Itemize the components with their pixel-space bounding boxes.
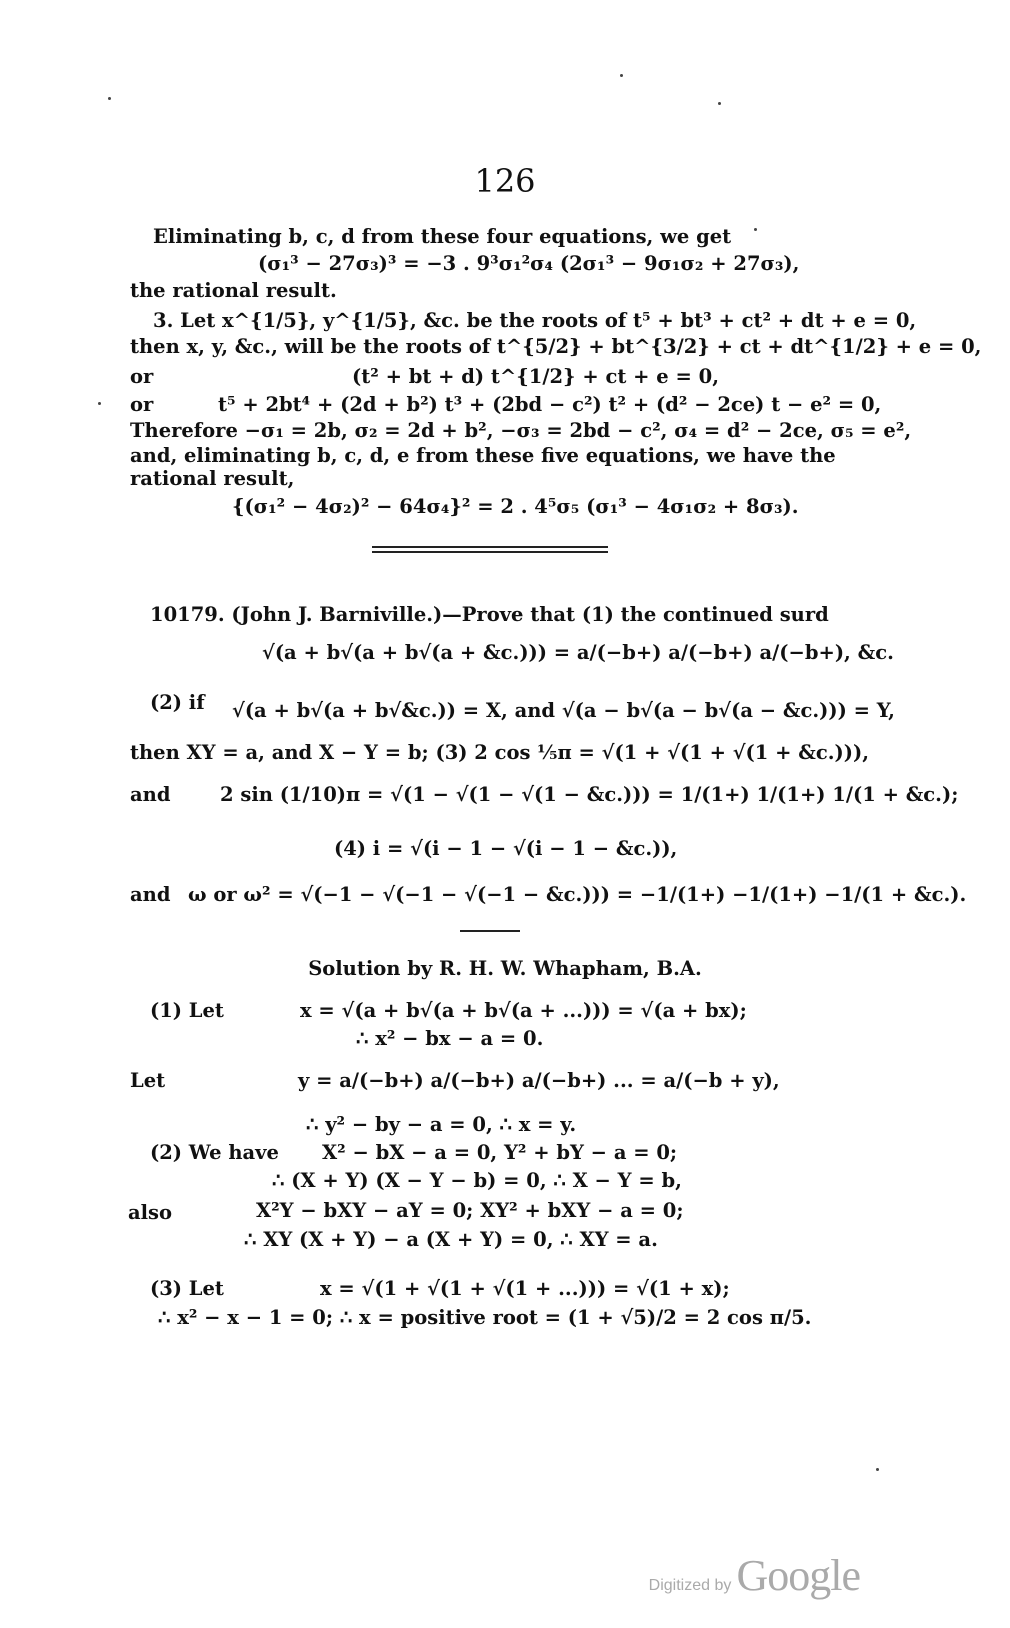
text-line-5: Therefore −σ₁ = 2b, σ₂ = 2d + b², −σ₃ = 2bd − c², σ₄ = d² − 2ce, σ₅ = e², xyxy=(130,419,912,442)
speck xyxy=(718,102,721,105)
speck xyxy=(876,1468,879,1471)
equation-12: y = a/(−b+) a/(−b+) a/(−b+) ... = a/(−b + y), xyxy=(298,1069,780,1092)
equation-17: ∴ XY (X + Y) − a (X + Y) = 0, ∴ XY = a. xyxy=(244,1228,658,1251)
google-logo: Google xyxy=(736,1551,860,1600)
equation-11: ∴ x² − bx − a = 0. xyxy=(356,1027,544,1050)
label-or-2: or xyxy=(130,393,154,416)
equation-16: X²Y − bXY − aY = 0; XY² + bXY − a = 0; xyxy=(256,1199,684,1222)
digitized-label: Digitized by xyxy=(648,1577,732,1594)
text-line-1: Eliminating b, c, d from these four equations, we get xyxy=(153,225,732,248)
label-1-let: (1) Let xyxy=(150,999,224,1022)
equation-15: ∴ (X + Y) (X − Y − b) = 0, ∴ X − Y = b, xyxy=(272,1169,682,1192)
equation-1: (σ₁³ − 27σ₃)³ = −3 . 9³σ₁²σ₄ (2σ₁³ − 9σ₁σ₂ + 27σ₃), xyxy=(258,252,800,275)
label-also: also xyxy=(128,1201,173,1224)
question-heading: 10179. (John J. Barniville.)—Prove that (1) the continued surd xyxy=(150,603,829,626)
equation-14: X² − bX − a = 0, Y² + bY − a = 0; xyxy=(322,1141,678,1164)
speck xyxy=(108,97,111,100)
label-let: Let xyxy=(130,1069,166,1092)
divider-top xyxy=(372,546,608,548)
text-line-2: the rational result. xyxy=(130,279,337,302)
equation-13: ∴ y² − by − a = 0, ∴ x = y. xyxy=(306,1113,577,1136)
equation-8: (4) i = √(i − 1 − √(i − 1 − &c.)), xyxy=(334,837,678,860)
divider-bottom xyxy=(372,551,608,553)
equation-19: ∴ x² − x − 1 = 0; ∴ x = positive root = (1 + √5)/2 = 2 cos π/5. xyxy=(158,1306,812,1329)
equation-4: {(σ₁² − 4σ₂)² − 64σ₄}² = 2 . 4⁵σ₅ (σ₁³ − 4σ₁σ₂ + 8σ₃). xyxy=(232,495,799,518)
label-if: (2) if xyxy=(150,691,205,714)
text-line-8: then XY = a, and X − Y = b; (3) 2 cos ⅕π = √(1 + √(1 + √(1 + &c.))), xyxy=(130,741,869,764)
text-line-6: and, eliminating b, c, d, e from these five equations, we have the xyxy=(130,444,836,467)
equation-10: x = √(a + b√(a + b√(a + ...))) = √(a + bx); xyxy=(300,999,747,1022)
equation-9: ω or ω² = √(−1 − √(−1 − √(−1 − &c.))) = −1/(1+) −1/(1+) −1/(1 + &c.). xyxy=(188,883,967,906)
equation-6: √(a + b√(a + b√&c.)) = X, and √(a − b√(a − b√(a − &c.))) = Y, xyxy=(232,699,895,722)
label-and-2: and xyxy=(130,883,171,906)
solution-heading: Solution by R. H. W. Whapham, B.A. xyxy=(308,957,702,980)
text-line-4: then x, y, &c., will be the roots of t^{5/2} + bt^{3/2} + ct + dt^{1/2} + e = 0, xyxy=(130,335,982,358)
short-divider xyxy=(460,930,520,932)
speck xyxy=(754,228,757,231)
label-and-1: and xyxy=(130,783,171,806)
equation-2: (t² + bt + d) t^{1/2} + ct + e = 0, xyxy=(352,365,719,388)
equation-18: x = √(1 + √(1 + √(1 + ...))) = √(1 + x); xyxy=(320,1277,730,1300)
speck xyxy=(98,402,101,405)
equation-7: 2 sin (1/10)π = √(1 − √(1 − √(1 − &c.))) = 1/(1+) 1/(1+) 1/(1 + &c.); xyxy=(220,783,959,806)
digitized-watermark xyxy=(649,1550,860,1601)
equation-3: t⁵ + 2bt⁴ + (2d + b²) t³ + (2bd − c²) t² + (d² − 2ce) t − e² = 0, xyxy=(218,393,882,416)
text-line-3: 3. Let x^{1/5}, y^{1/5}, &c. be the roots of t⁵ + bt³ + ct² + dt + e = 0, xyxy=(153,309,917,332)
label-or-1: or xyxy=(130,365,154,388)
equation-5: √(a + b√(a + b√(a + &c.))) = a/(−b+) a/(−b+) a/(−b+), &c. xyxy=(262,641,894,664)
speck xyxy=(620,74,623,77)
page-number: 126 xyxy=(474,162,536,200)
label-2-we-have: (2) We have xyxy=(150,1141,279,1164)
label-3-let: (3) Let xyxy=(150,1277,224,1300)
text-line-7: rational result, xyxy=(130,467,295,490)
